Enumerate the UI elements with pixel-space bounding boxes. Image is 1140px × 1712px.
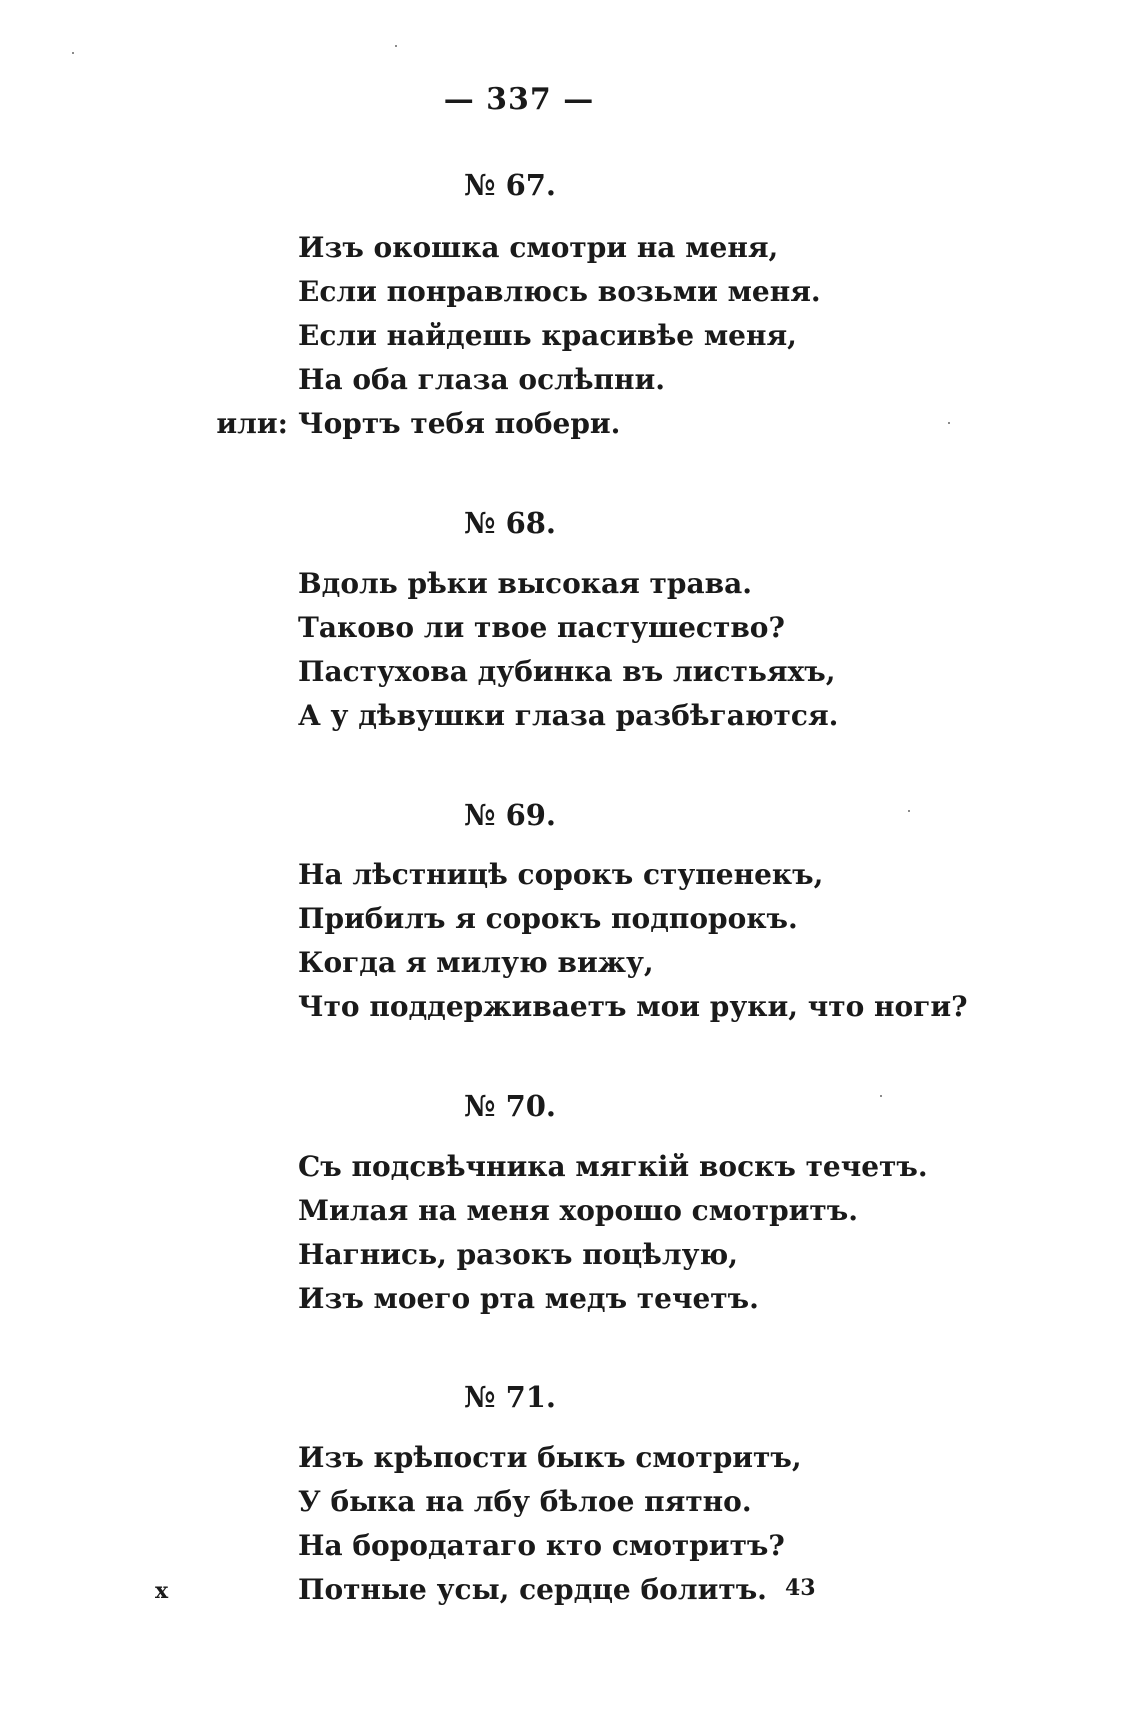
poem-line: У быка на лбу бѣлое пятно. — [298, 1485, 752, 1518]
poem-title: № 70. — [463, 1089, 557, 1123]
paper-speck — [908, 810, 910, 812]
poem-title: № 68. — [463, 506, 557, 540]
signature-mark: x — [155, 1578, 169, 1604]
poem-line: Таково ли твое пастушество? — [298, 611, 785, 644]
poem-line: Пастухова дубинка въ листьяхъ, — [298, 655, 836, 688]
paper-speck — [72, 52, 74, 54]
poem-line: На бородатаго кто смотритъ? — [298, 1529, 785, 1562]
poem-line: Вдоль рѣки высокая трава. — [298, 567, 752, 600]
sheet-number: 43 — [785, 1575, 816, 1601]
paper-speck — [948, 422, 950, 424]
paper-speck — [395, 45, 397, 47]
poem-line: Что поддерживаетъ мои руки, что ноги? — [298, 990, 968, 1023]
poem-line: Потные усы, сердце болитъ. — [298, 1573, 767, 1606]
poem-text — [298, 1436, 802, 1612]
poem-line: На лѣстницѣ сорокъ ступенекъ, — [298, 858, 824, 891]
poem-line: Нагнись, разокъ поцѣлую, — [298, 1238, 738, 1271]
poem-text — [298, 562, 838, 738]
poem-line: Если найдешь красивѣе меня, — [298, 319, 797, 352]
poem-line-variant — [216, 402, 821, 446]
poem-line: Съ подсвѣчника мягкій воскъ течетъ. — [298, 1150, 928, 1183]
poem-text — [298, 853, 968, 1029]
poem-line: Изъ окошка смотри на меня, — [298, 231, 779, 264]
poem-text — [298, 1145, 928, 1321]
poem-text — [216, 226, 821, 446]
poem-line: Если понравлюсь возьми меня. — [298, 275, 821, 308]
poem-line: На оба глаза ослѣпни. — [298, 363, 666, 396]
poem-line: Изъ крѣпости быкъ смотритъ, — [298, 1441, 802, 1474]
variant-line-text: Чортъ тебя побери. — [298, 407, 621, 440]
poem-line: Милая на меня хорошо смотритъ. — [298, 1194, 858, 1227]
poem-line: А у дѣвушки глаза разбѣгаются. — [298, 699, 839, 732]
poem-line: Изъ моего рта медъ течетъ. — [298, 1282, 759, 1315]
poem-line: Когда я милую вижу, — [298, 946, 654, 979]
variant-prefix: или: — [216, 407, 288, 440]
poem-line: Прибилъ я сорокъ подпорокъ. — [298, 902, 798, 935]
page-number: — 337 — — [443, 82, 595, 117]
poem-title: № 71. — [463, 1380, 557, 1414]
paper-speck — [880, 1095, 882, 1097]
poem-title: № 67. — [463, 168, 557, 202]
poem-title: № 69. — [463, 798, 557, 832]
